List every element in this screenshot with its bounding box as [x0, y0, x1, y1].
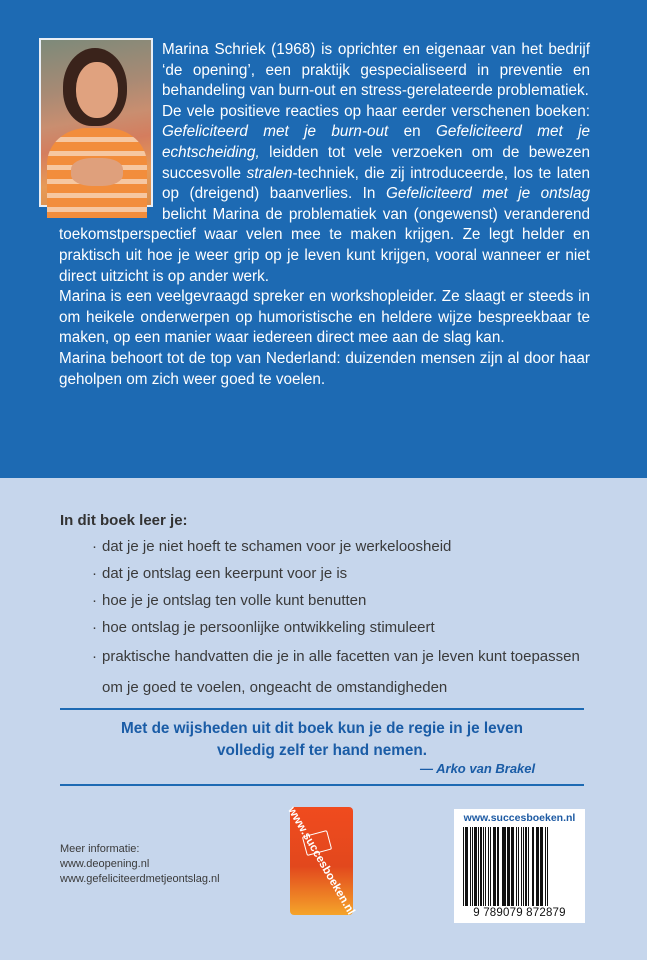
list-item: · dat je je niet hoeft te schamen voor je werkeloosheid: [92, 538, 452, 555]
bullet-icon: ·: [92, 648, 97, 665]
author-bio-text: [59, 40, 590, 390]
divider: [60, 708, 584, 710]
book-title: Gefeliciteerd met je ontslag: [385, 185, 591, 203]
list-item: · praktische handvatten die je in alle facetten van je leven kunt toepassen om je goed te voelen, ongeacht de omstandigheden: [92, 641, 592, 703]
book-summary-panel: [0, 478, 647, 960]
book-title: Gefeliciteerd met je burn-out: [162, 123, 389, 141]
divider: [60, 784, 584, 786]
learn-list: [92, 537, 592, 711]
bullet-icon: ·: [92, 619, 97, 636]
isbn-number: 9 789079 872879: [473, 907, 566, 919]
bio-paragraph: De vele positieve reacties op haar eerder verschenen boeken: Gefeliciteerd met je burn-out en Gefeliciteerd met je echtscheiding, leidden tot vele verzoeken om de bewezen succesvolle stralen-techniek, die zij introduceerde, los te laten op (dreigend) baanverlies. In Gefeliciteerd met je ontslag belicht Marina de problematiek van (ongewenst) veranderend toekomstperspectief waar velen mee te maken krijgen. Ze legt helder en praktisch uit hoe je weer grip op je leven kunt krijgen, vooral wanneer er niet direct uitzicht is op ander werk.: [59, 102, 591, 285]
list-item: · hoe ontslag je persoonlijke ontwikkeling stimuleert: [92, 619, 435, 636]
technique-name: stralen: [246, 164, 293, 182]
bullet-icon: ·: [92, 565, 97, 582]
more-info-label: Meer informatie:: [60, 843, 140, 855]
barcode: [454, 809, 585, 923]
book-title: Gefeliciteerd met je echtscheiding,: [162, 123, 591, 161]
barcode-bars: [463, 827, 578, 906]
bio-paragraph: Marina Schriek (1968) is oprichter en eigenaar van het bedrijf ‘de opening’, een praktijk gespecialiseerd in preventie en behandeling van burn-out en stress-gerelateerde problematiek.: [162, 41, 590, 100]
list-item: · hoe je je ontslag ten volle kunt benutten: [92, 592, 367, 609]
website-link[interactable]: www.deopening.nl: [60, 858, 150, 870]
more-info: [60, 842, 220, 887]
learn-heading: In dit boek leer je:: [60, 512, 188, 529]
bio-paragraph: Marina behoort tot de top van Nederland: duizenden mensen zijn al door haar geholpen om zich weer goed te voelen.: [59, 349, 590, 388]
bio-paragraph: Marina is een veelgevraagd spreker en workshopleider. Ze slaagt er steeds in om heikele onderwerpen op humoristische en heldere wijze bespreekbaar te maken, op een manier waar iedereen direct mee aan de slag kan.: [59, 288, 590, 347]
bullet-icon: ·: [92, 592, 97, 609]
website-link[interactable]: www.gefeliciteerdmetjeontslag.nl: [60, 873, 220, 885]
barcode-website: www.succesboeken.nl: [463, 812, 576, 824]
publisher-logo-text: www.succesboeken.nl: [285, 805, 357, 917]
publisher-logo: [285, 805, 357, 917]
bullet-icon: ·: [92, 538, 97, 555]
list-item: · dat je ontslag een keerpunt voor je is: [92, 565, 348, 582]
quote: Met de wijsheden uit dit boek kun je de regie in je leven volledig zelf ter hand nemen.: [120, 720, 524, 759]
author-bio-panel: [0, 0, 647, 478]
quote-author: — Arko van Brakel: [420, 761, 536, 776]
